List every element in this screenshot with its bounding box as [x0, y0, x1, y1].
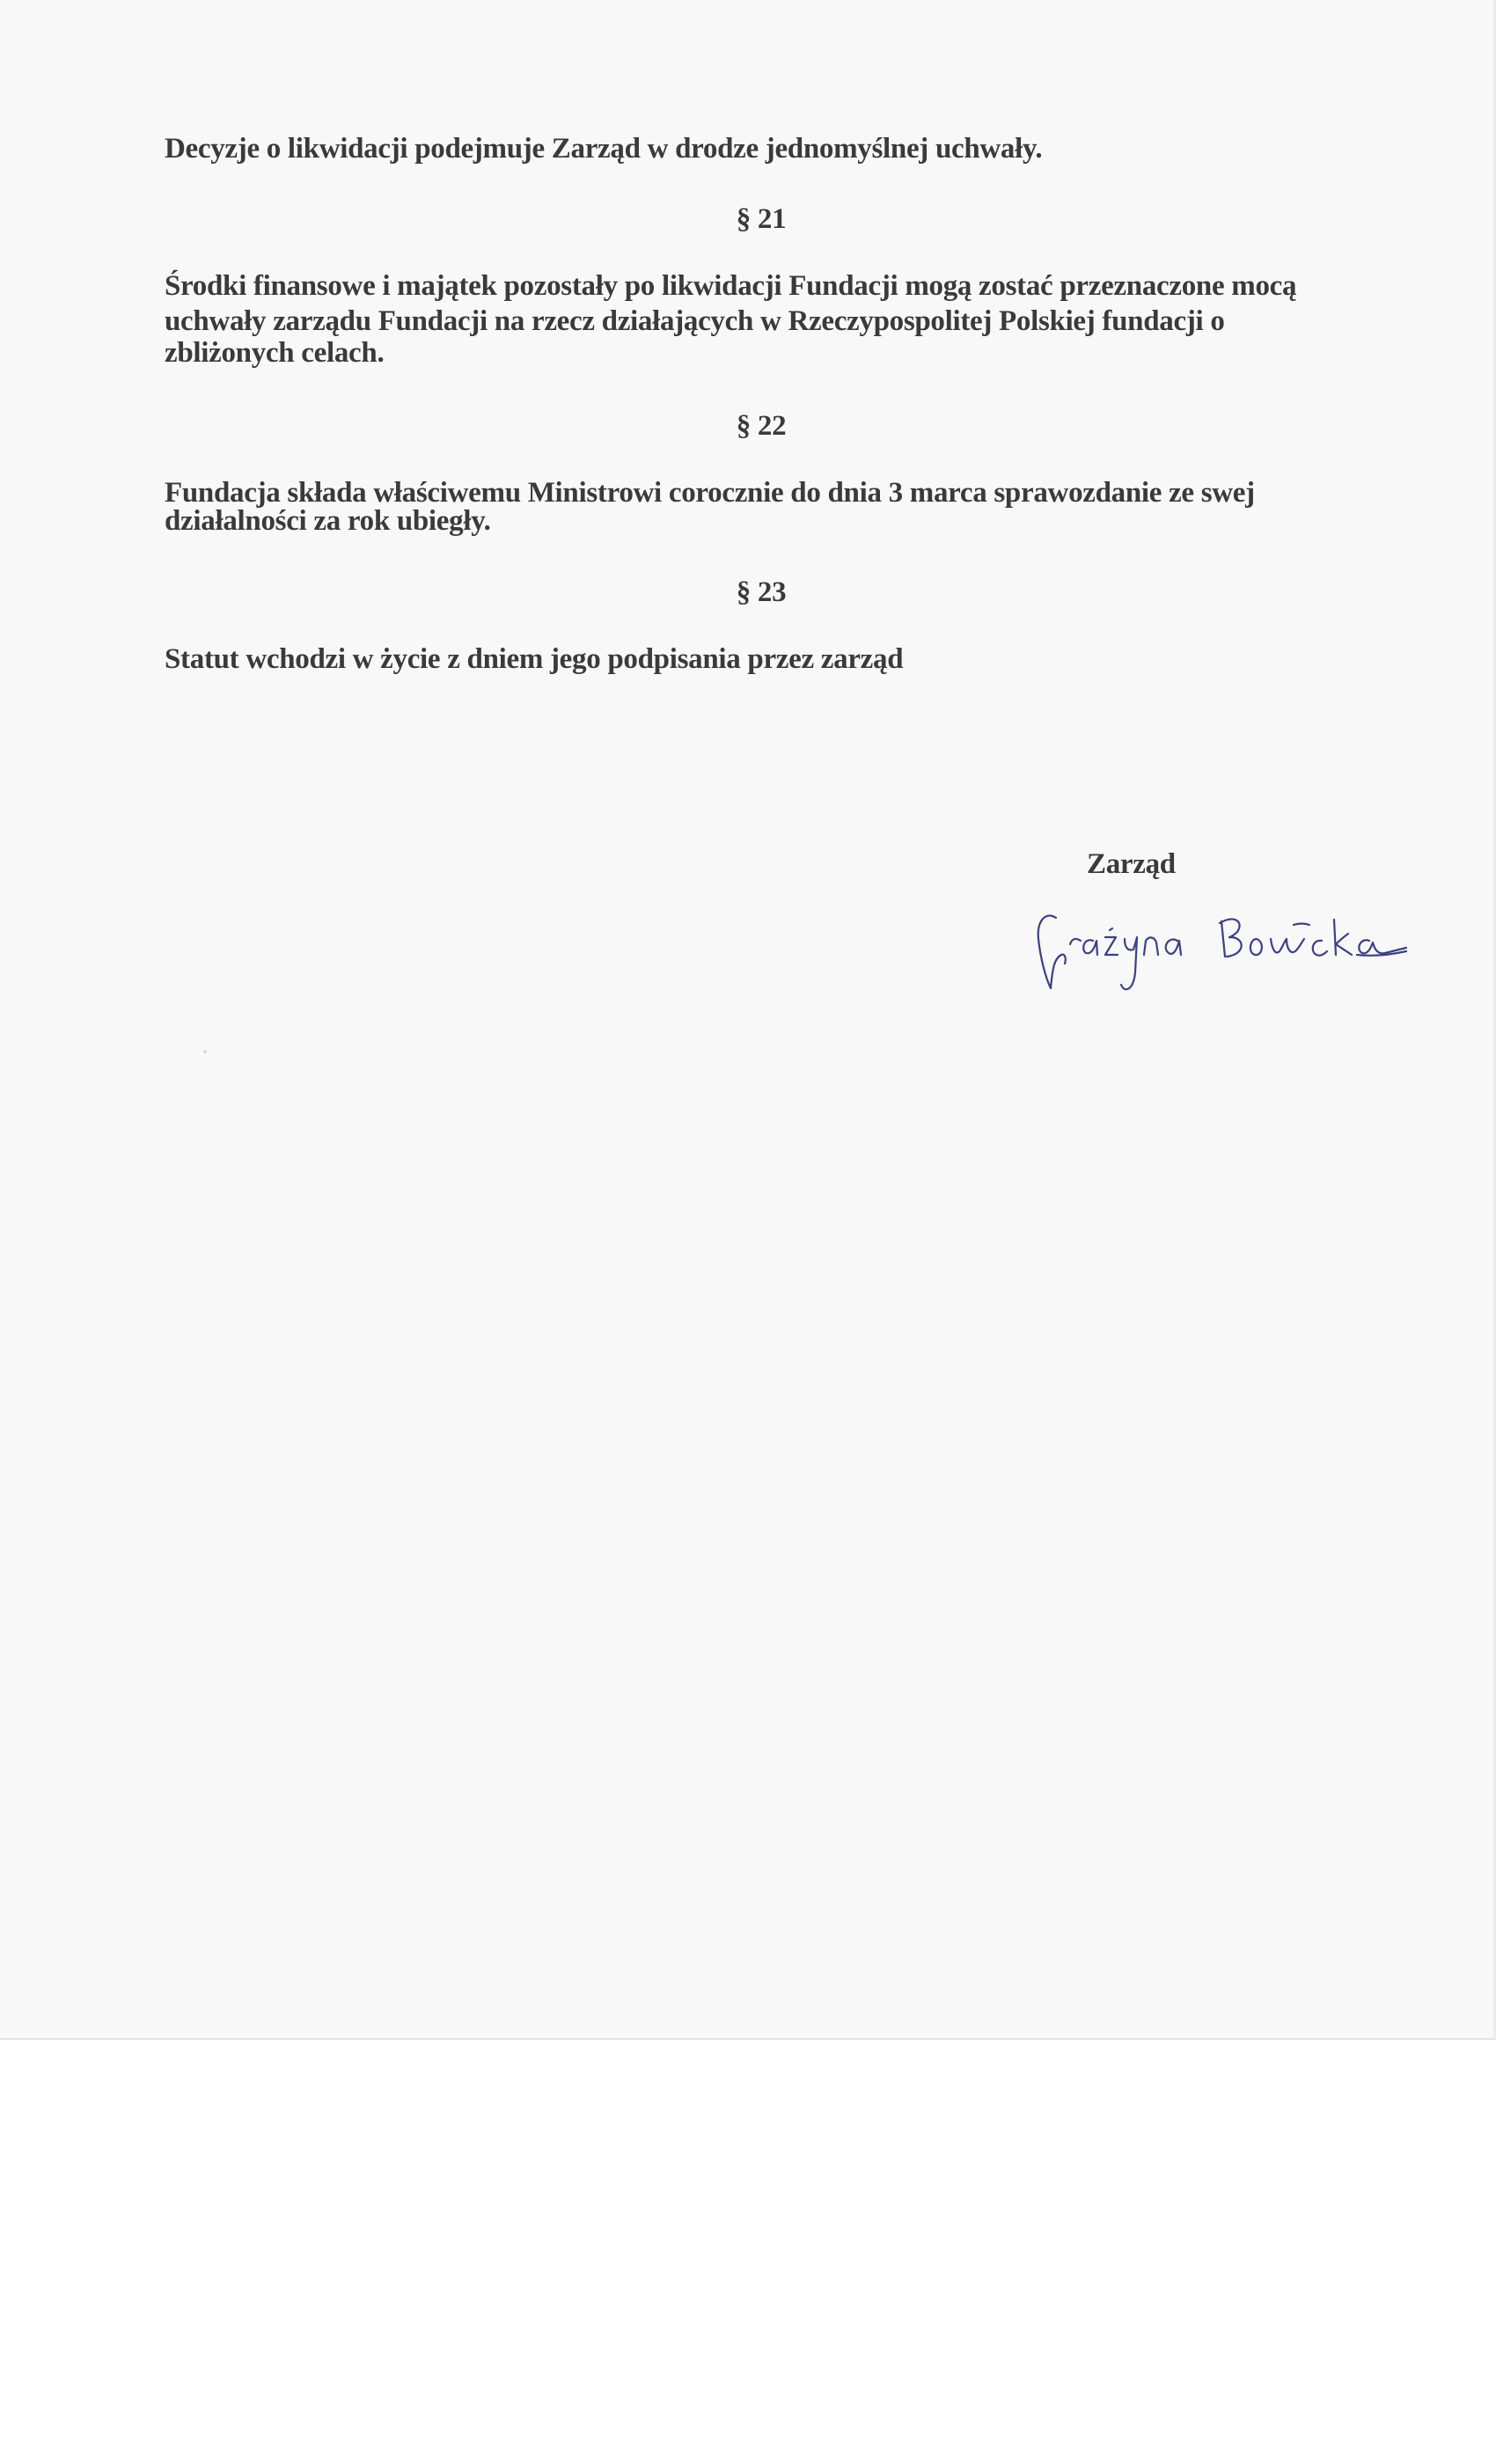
liquidation-decision-paragraph: Decyzje o likwidacji podejmuje Zarząd w drodze jednomyślnej uchwały. — [165, 133, 1043, 165]
board-signature-label: Zarząd — [1087, 848, 1176, 880]
section-22-heading: § 22 — [736, 410, 787, 442]
section-23-paragraph: Statut wchodzi w życie z dniem jego podpisania przez zarząd — [165, 643, 904, 675]
section-21-heading: § 21 — [736, 203, 787, 235]
section-22-line-1: Fundacja składa właściwemu Ministrowi corocznie do dnia 3 marca sprawozdanie ze swej — [165, 477, 1255, 509]
section-21-line-3: zbliżonych celach. — [165, 337, 385, 369]
scan-speck — [203, 1050, 207, 1053]
section-22-line-2: działalności za rok ubiegły. — [165, 505, 491, 537]
handwritten-signature — [1030, 893, 1408, 1012]
section-21-line-1: Środki finansowe i majątek pozostały po likwidacji Fundacji mogą zostać przeznaczone mocą — [165, 270, 1297, 302]
section-21-line-2: uchwały zarządu Fundacji na rzecz działających w Rzeczypospolitej Polskiej fundacji o — [165, 305, 1225, 337]
section-23-heading: § 23 — [736, 576, 787, 608]
